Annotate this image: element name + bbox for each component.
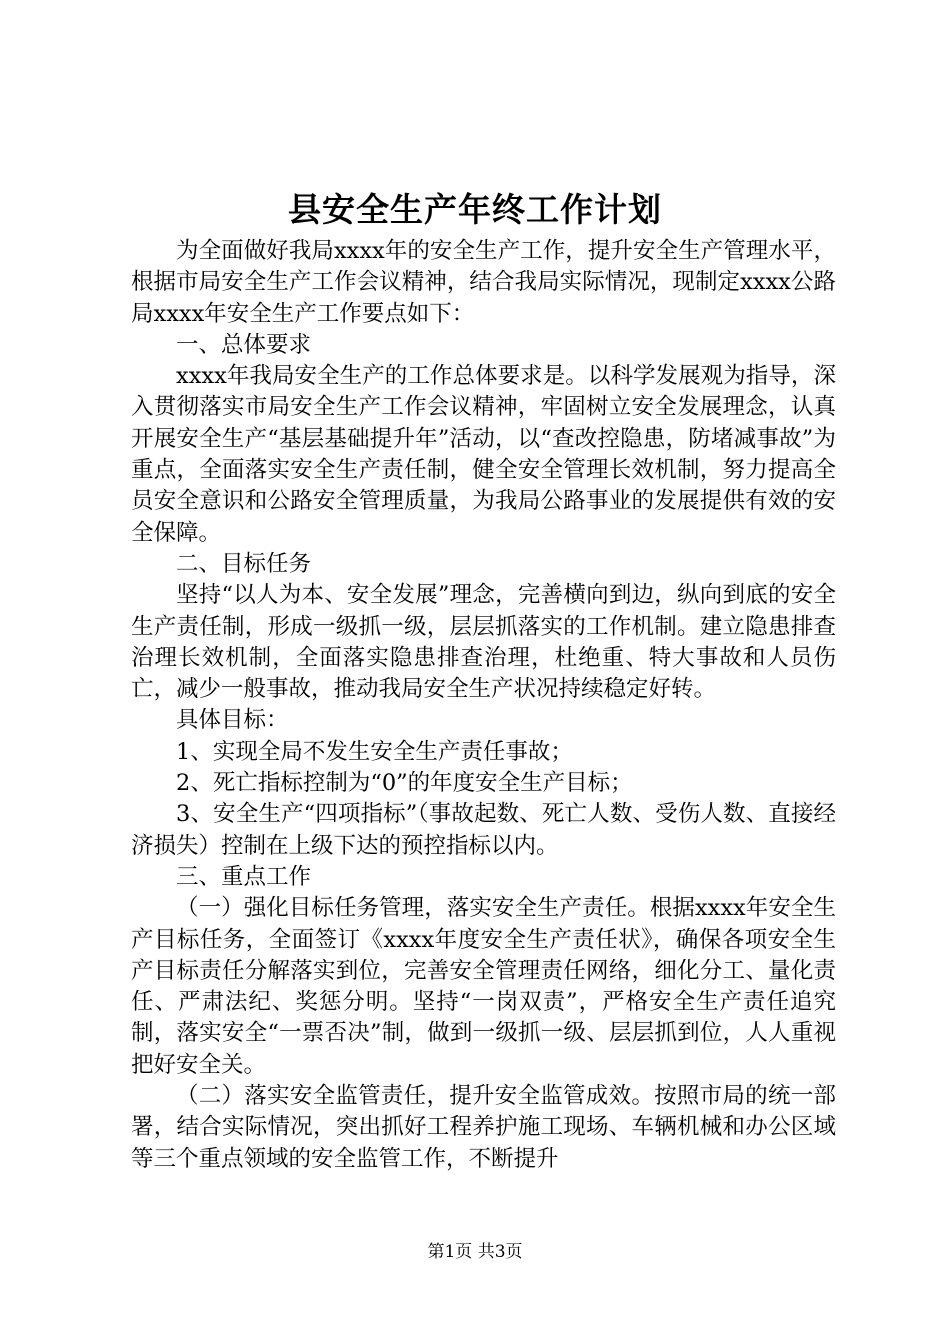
paragraph-intro: 为全面做好我局xxxx年的安全生产工作，提升安全生产管理水平，根据市局安全生产工作会议精神，结合我局实际情况，现制定xxxx公路局xxxx年安全生产工作要点如下： xyxy=(131,238,836,327)
heading-key-work: 三、重点工作 xyxy=(176,863,312,890)
document-body xyxy=(131,236,836,1175)
list-item-goal-1: 1、实现全局不发生安全生产责任事故； xyxy=(176,738,573,765)
heading-specific-goals: 具体目标： xyxy=(176,707,289,734)
page-number-footer: 第1页 共3页 xyxy=(427,1242,523,1262)
paragraph-overall-requirements: xxxx年我局安全生产的工作总体要求是。以科学发展观为指导，深入贯彻落实市局安全生产工作会议精神，牢固树立安全发展理念，认真开展安全生产“基层基础提升年”活动，以“查改控隐患，防堵减事故”为重点，全面落实安全生产责任制，健全安全管理长效机制，努力提高全员安全意识和公路安全管理质量，为我局公路事业的发展提供有效的安全保障。 xyxy=(131,363,836,546)
document-title: 县安全生产年终工作计划 xyxy=(288,190,662,229)
paragraph-goals-tasks: 坚持“以人为本、安全发展”理念，完善横向到边，纵向到底的安全生产责任制，形成一级抓一级，层层抓落实的工作机制。建立隐患排查治理长效机制，全面落实隐患排查治理，杜绝重、特大事故和人员伤亡，减少一般事故，推动我局安全生产状况持续稳定好转。 xyxy=(131,582,836,703)
paragraph-key-work-1: （一）强化目标任务管理，落实安全生产责任。根据xxxx年安全生产目标任务，全面签订《xxxx年度安全生产责任状》，确保各项安全生产目标责任分解落实到位，完善安全管理责任网络，细化分工、量化责任、严肃法纪、奖惩分明。坚持“一岗双责”，严格安全生产责任追究制，落实安全“一票否决”制，做到一级抓一级、层层抓到位，人人重视把好安全关。 xyxy=(131,895,836,1078)
list-item-goal-3: 3、安全生产“四项指标”（事故起数、死亡人数、受伤人数、直接经济损失）控制在上级下达的预控指标以内。 xyxy=(131,801,836,859)
heading-goals-tasks: 二、目标任务 xyxy=(176,550,312,577)
paragraph-key-work-2: （二）落实安全监管责任，提升安全监管成效。按照市局的统一部署，结合实际情况，突出抓好工程养护施工现场、车辆机械和办公区域等三个重点领域的安全监管工作，不断提升 xyxy=(131,1083,836,1172)
list-item-goal-2: 2、死亡指标控制为“0”的年度安全生产目标； xyxy=(176,770,633,797)
heading-overall-requirements: 一、总体要求 xyxy=(176,331,312,358)
